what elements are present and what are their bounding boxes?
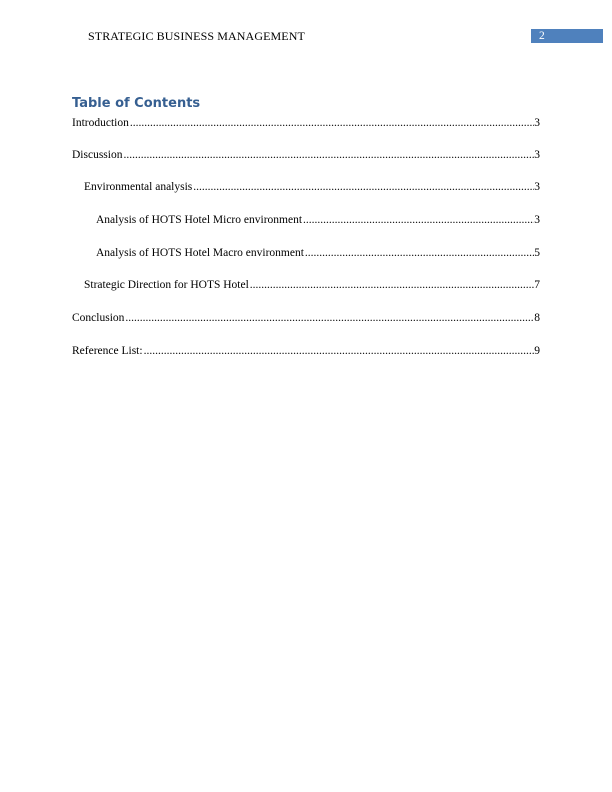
toc-dot-leader bbox=[250, 278, 534, 292]
toc-entry-label: Analysis of HOTS Hotel Macro environment bbox=[96, 247, 304, 259]
toc-entry-label: Discussion bbox=[72, 149, 123, 161]
toc-entry-label: Conclusion bbox=[72, 312, 125, 324]
toc-entry-page: 8 bbox=[534, 312, 540, 324]
toc-dot-leader bbox=[193, 180, 534, 194]
toc-entry-conclusion[interactable] bbox=[72, 311, 540, 325]
toc-heading: Table of Contents bbox=[72, 96, 201, 111]
toc-entry-page: 3 bbox=[534, 181, 540, 193]
toc-entry-environmental-analysis[interactable] bbox=[84, 180, 540, 194]
toc-entry-page: 7 bbox=[534, 279, 540, 291]
toc-dot-leader bbox=[303, 213, 534, 227]
toc-entry-label: Environmental analysis bbox=[84, 181, 193, 193]
toc-entry-macro-environment[interactable] bbox=[96, 246, 540, 260]
toc-entry-micro-environment[interactable] bbox=[96, 213, 540, 227]
toc-dot-leader bbox=[130, 116, 534, 130]
toc-entry-page: 3 bbox=[534, 149, 540, 161]
toc-dot-leader bbox=[123, 148, 534, 162]
toc-dot-leader bbox=[125, 311, 534, 325]
toc-entry-label: Analysis of HOTS Hotel Micro environment bbox=[96, 214, 303, 226]
toc-entry-reference-list[interactable] bbox=[72, 344, 540, 358]
running-header-title: STRATEGIC BUSINESS MANAGEMENT bbox=[88, 29, 305, 43]
toc-entry-strategic-direction[interactable] bbox=[84, 278, 540, 292]
toc-entry-introduction[interactable] bbox=[72, 116, 540, 130]
toc-dot-leader bbox=[305, 246, 534, 260]
toc-entry-label: Introduction bbox=[72, 117, 129, 129]
toc-entry-label: Strategic Direction for HOTS Hotel bbox=[84, 279, 249, 291]
toc-entry-discussion[interactable] bbox=[72, 148, 540, 162]
toc-entry-page: 3 bbox=[534, 214, 540, 226]
page-number: 2 bbox=[539, 30, 545, 42]
toc-entry-label: Reference List: bbox=[72, 345, 143, 357]
toc-entry-page: 9 bbox=[534, 345, 540, 357]
toc-dot-leader bbox=[144, 344, 535, 358]
toc-entry-page: 5 bbox=[534, 247, 540, 259]
toc-entry-page: 3 bbox=[534, 117, 540, 129]
page-number-badge bbox=[531, 29, 603, 43]
